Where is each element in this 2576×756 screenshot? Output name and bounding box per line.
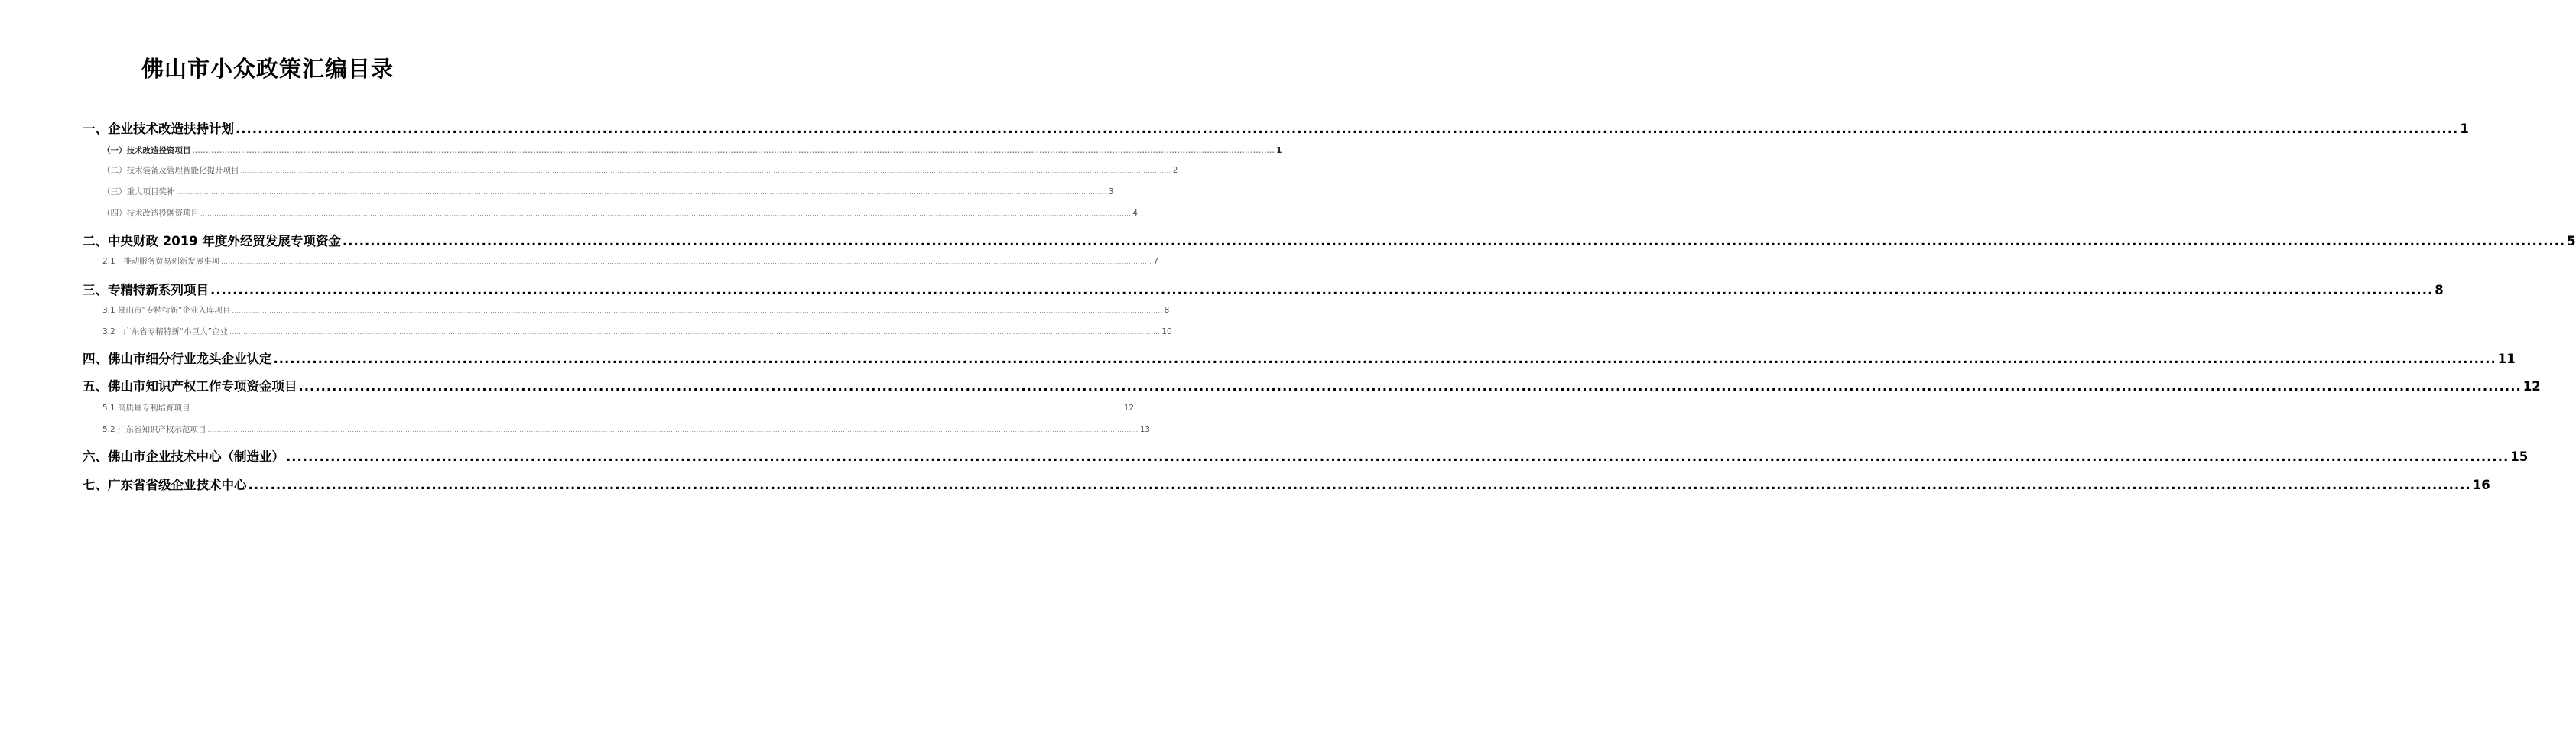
toc-page-number: 7 <box>1153 257 1159 266</box>
document-title: 佛山市小众政策汇编目录 <box>141 56 394 82</box>
toc-subsection-entry[interactable] <box>102 164 1178 176</box>
toc-page-number: 2 <box>1172 166 1178 175</box>
toc-dot-leader: ................................................................................................................................................................................................................................................................................................................................................................................................................ <box>207 427 1139 433</box>
toc-entry-title: 四、佛山市细分行业龙头企业认定 <box>83 352 272 366</box>
toc-dot-leader: ................................................................................................................................................................................................................................................................................................................................................................................................................ <box>273 352 2496 366</box>
toc-page-number: 1 <box>1276 146 1282 155</box>
toc-section-entry[interactable] <box>83 376 2541 394</box>
toc-page-number: 8 <box>1164 306 1170 315</box>
toc-dot-leader: ................................................................................................................................................................................................................................................................................................................................................................................................................ <box>240 167 1171 174</box>
toc-page-number: 10 <box>1161 327 1172 336</box>
toc-page-number: 12 <box>2522 379 2541 394</box>
toc-dot-leader: ................................................................................................................................................................................................................................................................................................................................................................................................................ <box>342 234 2566 248</box>
toc-entry-title: 七、广东省省级企业技术中心 <box>83 478 247 492</box>
toc-entry-title: 三、专精特新系列项目 <box>83 283 209 297</box>
toc-page-number: 1 <box>2460 122 2469 136</box>
toc-dot-leader: ................................................................................................................................................................................................................................................................................................................................................................................................................ <box>191 405 1122 412</box>
toc-dot-leader: ................................................................................................................................................................................................................................................................................................................................................................................................................ <box>176 189 1107 196</box>
toc-dot-leader: ................................................................................................................................................................................................................................................................................................................................................................................................................ <box>192 148 1275 154</box>
toc-page-number: 4 <box>1132 209 1138 218</box>
toc-page-number: 16 <box>2472 478 2490 492</box>
toc-section-entry[interactable] <box>83 231 2576 249</box>
toc-subsection-entry[interactable] <box>102 304 1170 316</box>
toc-dot-leader: ................................................................................................................................................................................................................................................................................................................................................................................................................ <box>232 307 1163 314</box>
toc-dot-leader: ................................................................................................................................................................................................................................................................................................................................................................................................................ <box>210 283 2434 297</box>
toc-page-number: 12 <box>1123 404 1135 413</box>
toc-entry-title: 5.2 广东省知识产权示范项目 <box>102 425 206 434</box>
toc-page-number: 8 <box>2435 283 2444 297</box>
toc-section-entry[interactable] <box>83 475 2490 493</box>
toc-entry-title: 5.1 高质量专利培育项目 <box>102 404 190 413</box>
toc-entry-title: 3.1 佛山市“专精特新”企业入库项目 <box>102 306 231 315</box>
toc-subsection-entry[interactable] <box>102 402 1135 414</box>
toc-subsection-entry[interactable] <box>102 326 1172 337</box>
toc-entry-title: 二、中央财政 2019 年度外经贸发展专项资金 <box>83 234 341 248</box>
toc-entry-title: （一）技术改造投资项目 <box>102 146 191 155</box>
toc-entry-title: （四）技术改造投融资项目 <box>102 209 199 218</box>
toc-page-number: 5 <box>2567 234 2576 248</box>
toc-page-number: 15 <box>2510 449 2529 464</box>
toc-subsection-entry[interactable] <box>102 255 1159 267</box>
toc-page-number: 13 <box>1139 425 1151 434</box>
toc-section-entry[interactable] <box>83 349 2516 367</box>
toc-entry-title: 3.2 广东省专精特新“小巨人”企业 <box>102 327 229 336</box>
toc-subsection-entry[interactable] <box>102 186 1114 197</box>
toc-page-number: 11 <box>2497 352 2516 366</box>
toc-dot-leader: ................................................................................................................................................................................................................................................................................................................................................................................................................ <box>286 449 2509 464</box>
toc-entry-title: （二）技术装备及管理智能化提升项目 <box>102 166 239 175</box>
toc-entry-title: 一、企业技术改造扶持计划 <box>83 122 234 136</box>
toc-dot-leader: ................................................................................................................................................................................................................................................................................................................................................................................................................ <box>200 210 1132 217</box>
toc-dot-leader: ................................................................................................................................................................................................................................................................................................................................................................................................................ <box>248 478 2471 492</box>
toc-dot-leader: ................................................................................................................................................................................................................................................................................................................................................................................................................ <box>298 379 2522 394</box>
toc-dot-leader: ................................................................................................................................................................................................................................................................................................................................................................................................................ <box>229 329 1161 336</box>
toc-subsection-entry[interactable] <box>102 144 1282 156</box>
toc-entry-title: 六、佛山市企业技术中心（制造业） <box>83 449 284 464</box>
toc-section-entry[interactable] <box>83 280 2444 298</box>
toc-section-entry[interactable] <box>83 446 2529 465</box>
toc-dot-leader: ................................................................................................................................................................................................................................................................................................................................................................................................................ <box>236 122 2459 136</box>
toc-entry-title: 五、佛山市知识产权工作专项资金项目 <box>83 379 297 394</box>
toc-dot-leader: ................................................................................................................................................................................................................................................................................................................................................................................................................ <box>221 258 1152 265</box>
toc-section-entry[interactable] <box>83 118 2469 137</box>
toc-subsection-entry[interactable] <box>102 423 1151 435</box>
toc-page-number: 3 <box>1108 187 1114 196</box>
toc-entry-title: 2.1 推动服务贸易创新发展事项 <box>102 257 220 266</box>
toc-entry-title: （三）重大项目奖补 <box>102 187 175 196</box>
toc-subsection-entry[interactable] <box>102 207 1138 219</box>
